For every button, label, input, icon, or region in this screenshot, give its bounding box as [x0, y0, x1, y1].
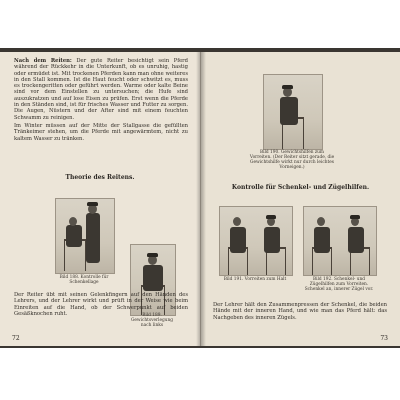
right-caption-190: Bild 190. Gewichtshilfen zum Vorreiten. (Der Reiter sitzt gerade, die Gewichtshilfe wirkt nur durch leichtes Vorneigen.) — [249, 150, 335, 170]
seated-rider-figure — [66, 225, 82, 247]
open-book — [0, 48, 400, 348]
left-paragraph-2: Im Winter müssen auf der Mitte der Stallgasse die gefüllten Tränkeimer stehen, um die Pferde mit angewärmtem, nicht zu kaltem Wasser zu tränken. — [14, 122, 188, 142]
rider-cap — [147, 253, 158, 257]
seated-teacher-figure — [348, 227, 364, 253]
right-paragraph: Der Lehrer hält den Zusammenpressen der Schenkel, die beiden Hände mit der inneren Hand, und wie man das Pferd hält: das Nachgeben des inneren Zügels. — [213, 302, 387, 321]
photo-188 — [55, 198, 115, 274]
teacher-cap — [87, 202, 98, 206]
seated-rider-figure — [314, 227, 330, 253]
seated-rider-figure — [280, 97, 298, 125]
seated-rider-figure — [230, 227, 246, 253]
left-caption-188: Bild 188. Kontrolle für Schenkellage — [59, 275, 109, 285]
book-gutter — [196, 52, 206, 346]
left-paragraph-1-body: Der gute Reiter besichtigt sein Pferd während der Rückkehr in die Unterkunft, ob es unruhig, hastig oder ermüdet ist. Mit trockenen Pferden kann man ohne weiteres in den Stall kommen. Ist die Haut feucht oder schwitzt es, muss es trockengeritten oder geführt werden. Warme oder kalte Beine sind vor dem Einstellen zu untersuchen; die Hufe sind auszukratzen und auf lose Eisen zu prüfen. Erst wenn die Pferde in den Ständen sind, ist für frisches Wasser und Futter zu sorgen. Die Augen, Nüstern und der After sind mit einem feuchten Schwamm zu reinigen. — [14, 58, 188, 121]
left-caption-189: Bild 189. Gewichtsverlegung nach links — [130, 313, 174, 328]
right-page — [201, 52, 400, 346]
rider-head — [317, 217, 325, 226]
right-caption-192: Bild 192. Schenkel- und Zügelhilfen zum Vorreiten. Schenkel an, innerer Zügel vor. — [304, 277, 374, 292]
teacher-cap — [266, 215, 276, 219]
teacher-cap — [350, 215, 360, 219]
page-number-left: 72 — [12, 335, 20, 342]
left-paragraph-1 — [14, 58, 188, 121]
left-paragraph-1-lead: Nach dem Reiten: — [14, 58, 72, 64]
rider-cap — [282, 85, 293, 89]
left-paragraph-3: Der Reiter übt mit seinen Gelenkfingern auf den Händen des Lehrers, und der Lehrer wirkt und prüft in der Weise wie beim Einreiten auf die Hand, ob der Schwerpunkt auf beiden Gesäßknochen ruht. — [14, 292, 188, 317]
right-bottom-text — [213, 302, 387, 323]
left-heading: Theorie des Reitens. — [65, 174, 135, 181]
standing-teacher-figure — [86, 213, 100, 263]
right-caption-191: Bild 191. Vorreiten zum Halt — [223, 277, 287, 282]
left-top-text — [14, 58, 188, 144]
left-page — [0, 52, 201, 346]
photo-192 — [303, 206, 377, 276]
photo-191 — [219, 206, 293, 276]
rider-head — [69, 217, 77, 226]
rider-head — [233, 217, 241, 226]
right-heading: Kontrolle für Schenkel- und Zügelhilfen. — [231, 184, 370, 191]
page-number-right: 73 — [380, 335, 388, 342]
seated-teacher-figure — [264, 227, 280, 253]
seated-rider-figure — [143, 265, 163, 291]
photo-190 — [263, 74, 323, 150]
